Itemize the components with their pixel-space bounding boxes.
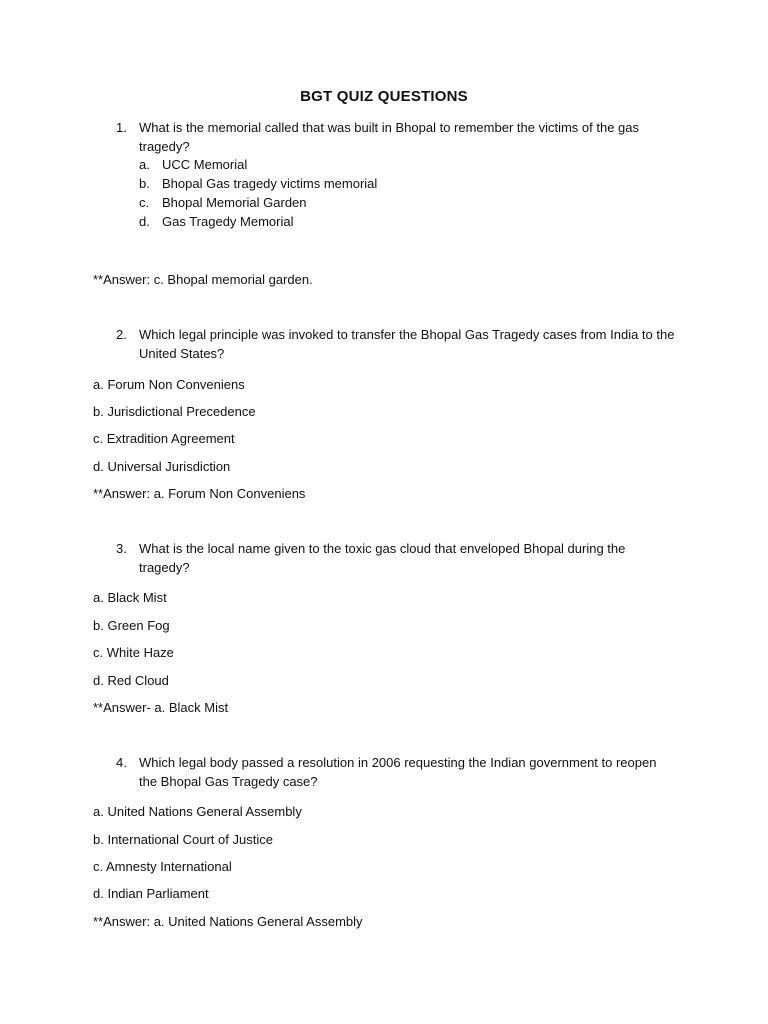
- question-3-text-line-2: tragedy?: [139, 560, 190, 575]
- question-3-text-line-1: What is the local name given to the toxic gas cloud that enveloped Bhopal during the: [139, 541, 626, 556]
- question-3-number: 3.: [116, 541, 127, 556]
- question-1-option-c: Bhopal Memorial Garden: [162, 195, 307, 210]
- question-2-number: 2.: [116, 327, 127, 342]
- question-1-option-b: Bhopal Gas tragedy victims memorial: [162, 176, 378, 191]
- question-4-text-line-1: Which legal body passed a resolution in 2006 requesting the Indian government to reopen: [139, 755, 657, 770]
- question-1-text-line-1: What is the memorial called that was built in Bhopal to remember the victims of the gas: [139, 120, 639, 135]
- question-1-text-line-2: tragedy?: [139, 139, 190, 154]
- question-4-option-d: d. Indian Parliament: [93, 886, 209, 901]
- question-1-number: 1.: [116, 120, 127, 135]
- question-2-option-c: c. Extradition Agreement: [93, 431, 235, 446]
- question-1-option-a: UCC Memorial: [162, 157, 248, 172]
- question-4-answer: **Answer: a. United Nations General Assembly: [93, 914, 363, 929]
- question-2-option-b: b. Jurisdictional Precedence: [93, 404, 256, 419]
- question-4-text-line-2: the Bhopal Gas Tragedy case?: [139, 774, 318, 789]
- question-1-option-b-letter: b.: [139, 176, 150, 191]
- question-3-option-a: a. Black Mist: [93, 590, 167, 605]
- question-3-option-d: d. Red Cloud: [93, 673, 169, 688]
- question-3-option-c: c. White Haze: [93, 645, 174, 660]
- question-2-text-line-2: United States?: [139, 346, 225, 361]
- question-3-answer: **Answer- a. Black Mist: [93, 700, 229, 715]
- question-1-option-a-letter: a.: [139, 157, 150, 172]
- question-2-text-line-1: Which legal principle was invoked to transfer the Bhopal Gas Tragedy cases from India to the: [139, 327, 675, 342]
- document-title: BGT QUIZ QUESTIONS: [300, 88, 468, 105]
- question-1-answer: **Answer: c. Bhopal memorial garden.: [93, 272, 313, 287]
- question-2-option-a: a. Forum Non Conveniens: [93, 377, 245, 392]
- question-1-option-d-letter: d.: [139, 214, 150, 229]
- question-4-option-c: c. Amnesty International: [93, 859, 232, 874]
- question-4-option-b: b. International Court of Justice: [93, 832, 273, 847]
- question-4-option-a: a. United Nations General Assembly: [93, 804, 302, 819]
- question-2-answer: **Answer: a. Forum Non Conveniens: [93, 486, 306, 501]
- question-1-option-c-letter: c.: [139, 195, 150, 210]
- question-3-option-b: b. Green Fog: [93, 618, 170, 633]
- question-2-option-d: d. Universal Jurisdiction: [93, 459, 231, 474]
- question-1-option-d: Gas Tragedy Memorial: [162, 214, 294, 229]
- question-4-number: 4.: [116, 755, 127, 770]
